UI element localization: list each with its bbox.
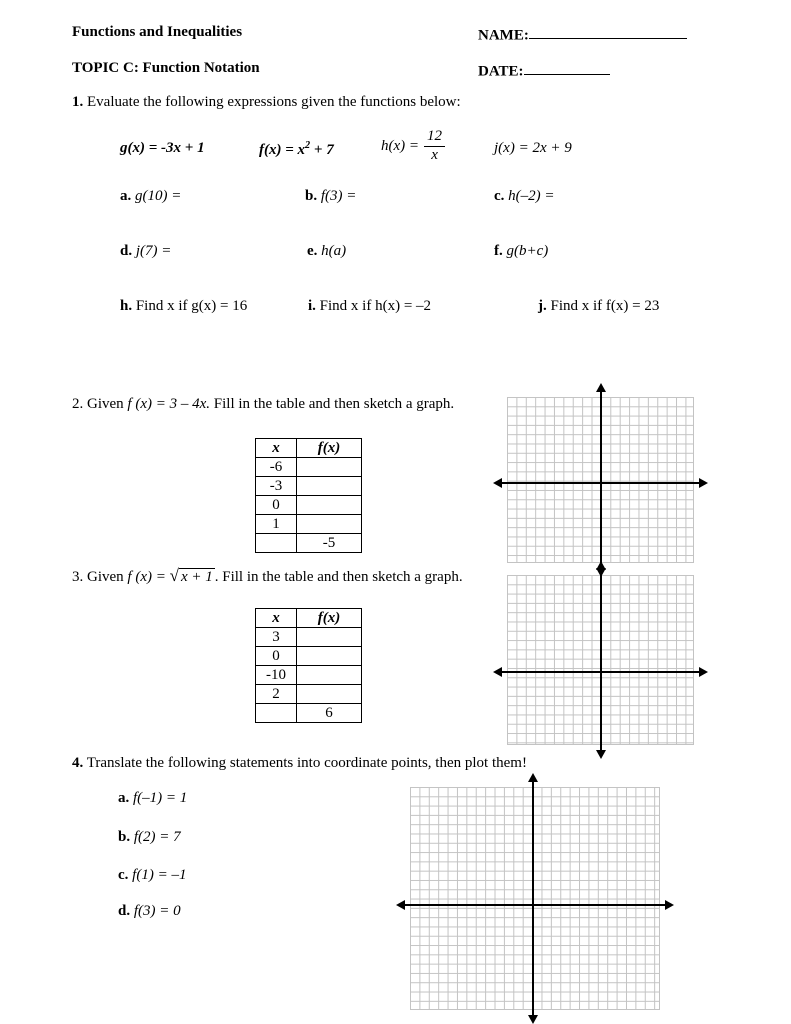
p3-coordinate-grid bbox=[507, 575, 694, 745]
x-axis-right-arrow-icon bbox=[699, 667, 708, 677]
grid-lines bbox=[410, 787, 660, 1010]
y-axis-down-arrow-icon bbox=[528, 1015, 538, 1024]
name-field bbox=[478, 24, 687, 44]
radicand: x + 1 bbox=[180, 569, 213, 585]
x-axis-right-arrow-icon bbox=[665, 900, 674, 910]
problem-3-text: Fill in the table and then sketch a graph. bbox=[222, 569, 463, 585]
p1-item-b bbox=[305, 188, 356, 205]
item-label: d. bbox=[118, 903, 131, 919]
cell-x: 2 bbox=[256, 685, 297, 704]
p1-item-c bbox=[494, 188, 555, 205]
p1-item-f bbox=[494, 243, 548, 260]
item-expression: Find x if f(x) = 23 bbox=[550, 298, 660, 314]
table-row bbox=[256, 477, 362, 496]
table-row bbox=[256, 534, 362, 553]
item-label: f. bbox=[494, 243, 503, 259]
item-expression: Find x if g(x) = 16 bbox=[135, 298, 248, 314]
y-axis bbox=[600, 569, 602, 751]
cell-fx bbox=[297, 628, 362, 647]
cell-fx bbox=[297, 515, 362, 534]
h-fraction bbox=[424, 129, 445, 164]
table-row bbox=[256, 666, 362, 685]
function-f bbox=[259, 140, 334, 159]
name-blank-line bbox=[529, 24, 687, 39]
p3-header-fx: f(x) bbox=[297, 609, 362, 628]
cell-fx: 6 bbox=[297, 704, 362, 723]
cell-x bbox=[256, 704, 297, 723]
p4-item-b bbox=[118, 829, 181, 846]
cell-x: 3 bbox=[256, 628, 297, 647]
problem-1-number: 1. bbox=[72, 94, 84, 110]
function-h bbox=[381, 129, 445, 164]
problem-4-number: 4. bbox=[72, 755, 84, 771]
item-expression: Find x if h(x) = –2 bbox=[319, 298, 432, 314]
equation-period: . bbox=[214, 569, 219, 585]
item-label: c. bbox=[494, 188, 505, 204]
p2-header-fx: f(x) bbox=[297, 439, 362, 458]
y-axis-down-arrow-icon bbox=[596, 750, 606, 759]
problem-2-equation: f (x) = 3 – 4x. bbox=[127, 396, 211, 412]
cell-x: -3 bbox=[256, 477, 297, 496]
table-row bbox=[256, 628, 362, 647]
item-label: a. bbox=[118, 790, 130, 806]
item-label: h. bbox=[120, 298, 133, 314]
y-axis bbox=[532, 781, 534, 1016]
problem-3-prompt bbox=[72, 566, 463, 586]
table-row bbox=[256, 515, 362, 534]
x-axis-left-arrow-icon bbox=[493, 667, 502, 677]
x-axis bbox=[404, 904, 666, 906]
y-axis-up-arrow-icon bbox=[528, 773, 538, 782]
table-row bbox=[256, 685, 362, 704]
radical-sign: √ bbox=[169, 566, 179, 585]
topic-text: TOPIC C: Function Notation bbox=[72, 60, 260, 76]
item-expression: g(b+c) bbox=[506, 243, 549, 259]
p3-table-header-row bbox=[256, 609, 362, 628]
problem-4-text: Translate the following statements into coordinate points, then plot them! bbox=[86, 755, 527, 771]
p3-table bbox=[255, 608, 362, 723]
p1-item-d bbox=[120, 243, 171, 260]
p1-item-h bbox=[120, 298, 247, 315]
item-expression: j(7) = bbox=[135, 243, 172, 259]
date-blank-line bbox=[524, 60, 610, 75]
item-expression: h(–2) = bbox=[508, 188, 555, 204]
item-label: b. bbox=[118, 829, 131, 845]
sqrt-expression bbox=[169, 566, 215, 585]
cell-fx: -5 bbox=[297, 534, 362, 553]
item-expression: f(–1) = 1 bbox=[133, 790, 188, 806]
problem-1-text: Evaluate the following expressions given the functions below: bbox=[87, 94, 461, 110]
function-f-exponent: 2 bbox=[305, 140, 311, 151]
item-label: d. bbox=[120, 243, 133, 259]
function-j: j(x) = 2x + 9 bbox=[494, 140, 572, 156]
x-axis-right-arrow-icon bbox=[699, 478, 708, 488]
p3-header-x: x bbox=[256, 609, 297, 628]
p2-header-x: x bbox=[256, 439, 297, 458]
function-f-rest: + 7 bbox=[310, 142, 334, 158]
item-expression: f(3) = bbox=[320, 188, 357, 204]
p4-coordinate-grid bbox=[410, 787, 660, 1010]
problem-3-number: 3. bbox=[72, 569, 84, 585]
date-field bbox=[478, 60, 610, 80]
item-expression: g(10) = bbox=[135, 188, 182, 204]
cell-fx bbox=[297, 458, 362, 477]
problem-1-prompt bbox=[72, 94, 461, 111]
problem-4-prompt bbox=[72, 755, 527, 772]
item-label: i. bbox=[308, 298, 316, 314]
table-row bbox=[256, 458, 362, 477]
cell-x: -6 bbox=[256, 458, 297, 477]
problem-2-given: Given bbox=[87, 396, 124, 412]
h-numerator: 12 bbox=[424, 129, 445, 147]
date-label: DATE: bbox=[478, 63, 524, 80]
name-label: NAME: bbox=[478, 27, 529, 44]
cell-x: 0 bbox=[256, 496, 297, 515]
table-row bbox=[256, 704, 362, 723]
cell-fx bbox=[297, 647, 362, 666]
cell-fx bbox=[297, 477, 362, 496]
cell-x: 1 bbox=[256, 515, 297, 534]
p4-item-c bbox=[118, 867, 186, 884]
problem-3-given: Given bbox=[87, 569, 124, 585]
p4-item-d bbox=[118, 903, 181, 920]
cell-x bbox=[256, 534, 297, 553]
item-expression: f(3) = 0 bbox=[133, 903, 181, 919]
item-label: e. bbox=[307, 243, 318, 259]
cell-fx bbox=[297, 496, 362, 515]
y-axis bbox=[600, 391, 602, 569]
item-label: b. bbox=[305, 188, 318, 204]
y-axis-up-arrow-icon bbox=[596, 383, 606, 392]
p4-item-a bbox=[118, 790, 187, 807]
function-f-base: f(x) = x bbox=[259, 142, 306, 158]
p2-table-header-row bbox=[256, 439, 362, 458]
item-label: a. bbox=[120, 188, 132, 204]
cell-fx bbox=[297, 666, 362, 685]
table-row bbox=[256, 647, 362, 666]
function-g: g(x) = -3x + 1 bbox=[120, 140, 205, 156]
h-denominator: x bbox=[431, 146, 438, 163]
x-axis-left-arrow-icon bbox=[396, 900, 405, 910]
p1-item-a bbox=[120, 188, 181, 205]
worksheet-title bbox=[72, 24, 242, 41]
item-expression: f(2) = 7 bbox=[133, 829, 181, 845]
p2-coordinate-grid bbox=[507, 397, 694, 563]
p1-item-j bbox=[538, 298, 659, 315]
cell-x: -10 bbox=[256, 666, 297, 685]
cell-fx bbox=[297, 685, 362, 704]
problem-2-prompt bbox=[72, 396, 454, 413]
item-expression: h(a) bbox=[321, 243, 347, 259]
p1-item-e bbox=[307, 243, 346, 260]
problem-3-eq-lhs: f (x) = bbox=[127, 569, 166, 585]
table-row bbox=[256, 496, 362, 515]
item-label: c. bbox=[118, 867, 129, 883]
worksheet-topic bbox=[72, 60, 260, 77]
cell-x: 0 bbox=[256, 647, 297, 666]
item-expression: f(1) = –1 bbox=[132, 867, 187, 883]
p2-table bbox=[255, 438, 362, 553]
title-text: Functions and Inequalities bbox=[72, 24, 243, 40]
problem-2-number: 2. bbox=[72, 396, 84, 412]
x-axis-left-arrow-icon bbox=[493, 478, 502, 488]
item-label: j. bbox=[538, 298, 547, 314]
problem-2-text: Fill in the table and then sketch a graph. bbox=[213, 396, 455, 412]
y-axis-up-arrow-icon bbox=[596, 561, 606, 570]
p1-item-i bbox=[308, 298, 431, 315]
function-h-lhs: h(x) = bbox=[381, 137, 420, 154]
